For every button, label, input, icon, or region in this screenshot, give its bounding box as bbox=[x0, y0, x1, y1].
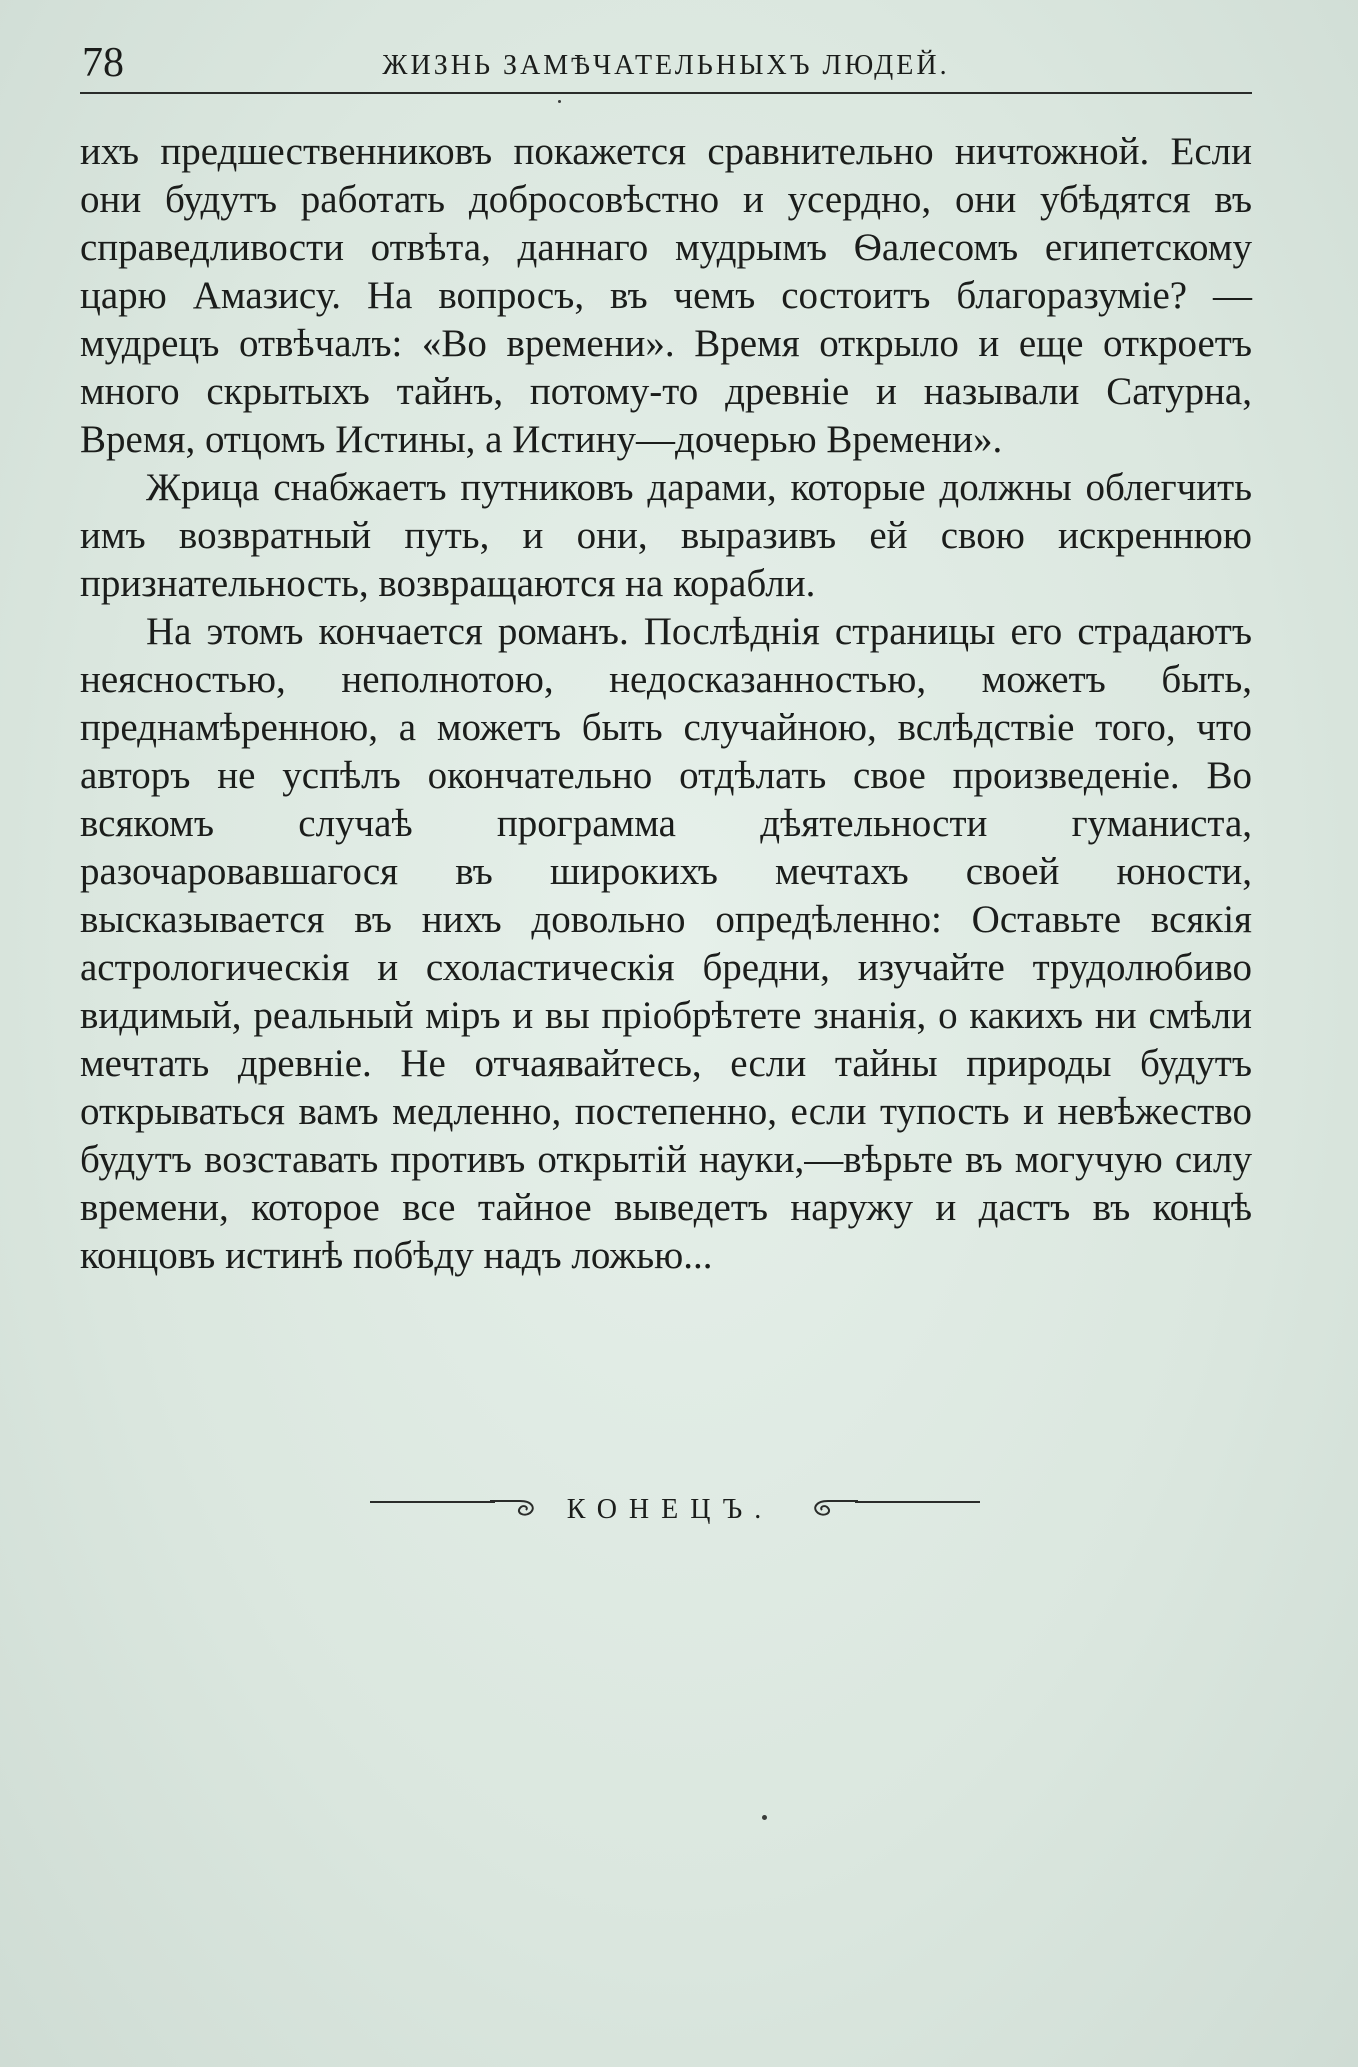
body-text bbox=[80, 128, 1252, 1280]
end-ornament bbox=[360, 1478, 980, 1538]
running-title: ЖИЗНЬ ЗАМѢЧАТЕЛЬНЫХЪ ЛЮДЕЙ. bbox=[382, 50, 950, 81]
header-rule bbox=[80, 92, 1252, 94]
paper-speck bbox=[558, 100, 561, 103]
swirl-right-icon bbox=[808, 1488, 858, 1518]
paragraph-continued: ихъ предшественниковъ покажется сравнительно ничтожной. Если они будутъ работать добросовѣстно и усердно, они убѣдятся въ справедливости отвѣта, даннаго мудрымъ Ѳалесомъ египетскому царю Амазису. На вопросъ, въ чемъ состоитъ благоразуміе? — мудрецъ отвѣчалъ: «Во времени». Время открыло и еще откроетъ много скрытыхъ тайнъ, потому-то древніе и называли Сатурна, Время, отцомъ Истины, а Истину—дочерью Времени». bbox=[80, 130, 1252, 461]
paragraph: На этомъ кончается романъ. Послѣднія страницы его страдаютъ неясностью, неполнотою, недосказанностью, можетъ быть, преднамѣренною, а можетъ быть случайною, вслѣдствіе того, что авторъ не успѣлъ окончательно отдѣлать свое произведеніе. Во всякомъ случаѣ программа дѣятельности гуманиста, разочаровавшагося въ широкихъ мечтахъ своей юности, высказывается въ нихъ довольно опредѣленно: Оставьте всякія астрологическія и схоластическія бредни, изучайте трудолюбиво видимый, реальный міръ и вы пріобрѣтете знанія, о какихъ ни смѣли мечтать древніе. Не отчаявайтесь, если тайны природы будутъ открываться вамъ медленно, постепенно, если тупость и невѣжество будутъ возставать противъ открытій науки,—вѣрьте въ могучую силу времени, которое все тайное выведетъ наружу и дастъ въ концѣ концовъ истинѣ побѣду надъ ложью... bbox=[80, 610, 1252, 1277]
end-word: КОНЕЦЪ. bbox=[566, 1494, 774, 1525]
paragraph: Жрица снабжаетъ путниковъ дарами, которые должны облегчить имъ возвратный путь, и они, выразивъ ей свою искреннюю признательность, возвращаются на корабли. bbox=[80, 466, 1252, 605]
paper-speck bbox=[762, 1815, 767, 1820]
page-number: 78 bbox=[82, 40, 124, 86]
ornament-rule-right bbox=[855, 1501, 980, 1503]
page-header bbox=[80, 38, 1252, 88]
